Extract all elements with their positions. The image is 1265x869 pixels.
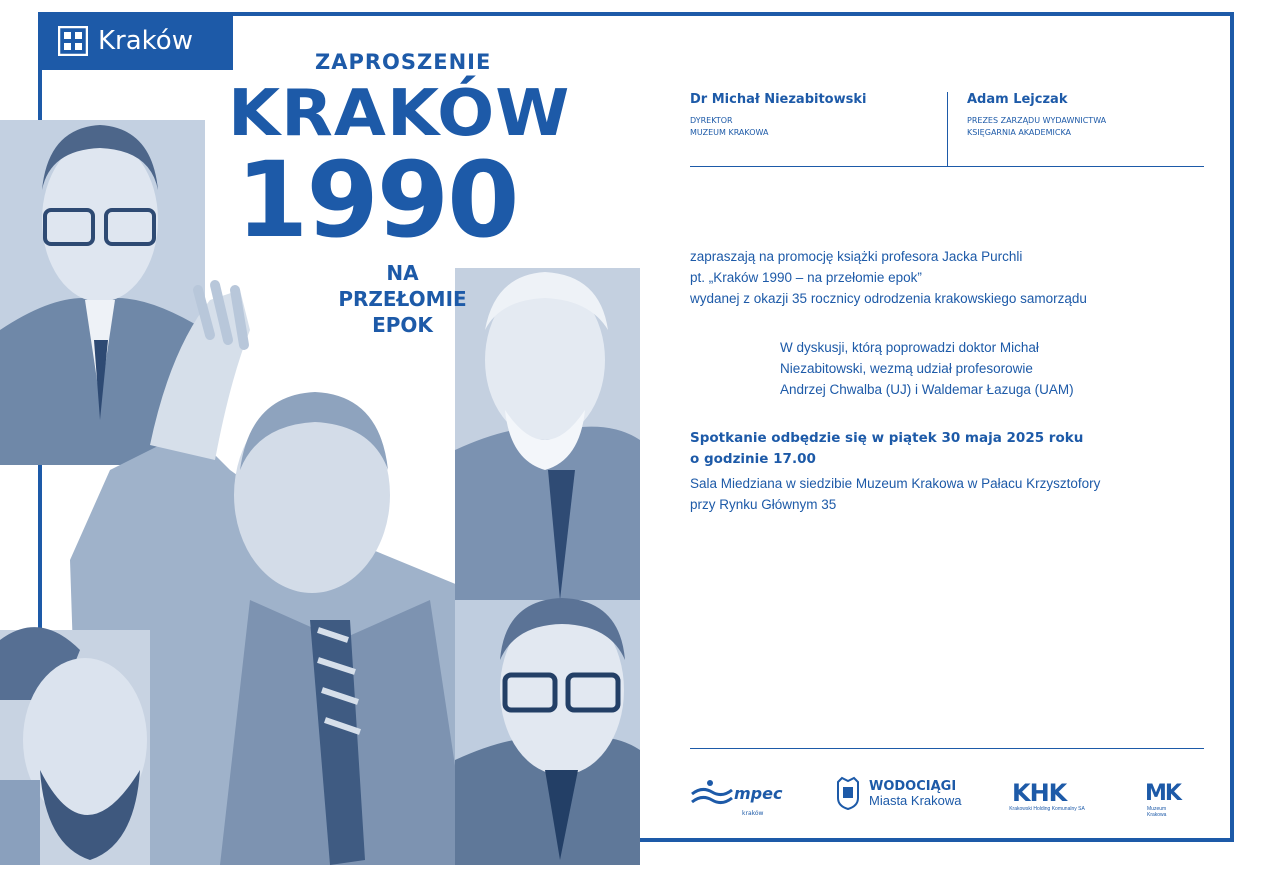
mpec-wave-icon: [690, 778, 734, 808]
sponsors-divider: [690, 748, 1204, 749]
hosts-section: [690, 92, 1204, 167]
khk-name: KHK: [1012, 779, 1067, 807]
venue-line: Sala Miedziana w siedzibie Muzeum Krakowa w Pałacu Krzysztofory: [690, 476, 1101, 491]
mk-sub: Muzeum Krakowa: [1147, 806, 1167, 818]
host-role: [690, 115, 866, 139]
wodociagi-line2: Miasta Krakowa: [869, 792, 962, 808]
host-role: [967, 115, 1106, 139]
logo-text: Kraków: [98, 26, 193, 56]
discussion-line: W dyskusji, którą poprowadzi doktor Michał: [780, 340, 1039, 355]
discussion-line: Niezabitowski, wezmą udział profesorowie: [780, 361, 1033, 376]
host-name: Adam Lejczak: [967, 92, 1068, 107]
subtitle-line: EPOK: [372, 313, 433, 337]
subtitle-line: NA: [386, 261, 419, 285]
hosts-divider: [947, 92, 948, 166]
portrait-man-glasses-bottom-right: [455, 598, 640, 865]
invitation-kicker: ZAPROSZENIE: [315, 50, 492, 74]
krakow-logo-badge: [38, 12, 233, 70]
host-name: Dr Michał Niezabitowski: [690, 92, 867, 107]
mpec-name: mpec: [734, 783, 783, 803]
mpec-sub: kraków: [742, 810, 764, 817]
sponsor-logos: [690, 768, 1204, 818]
sponsor-mk: [1145, 768, 1180, 818]
host-role-line: MUZEUM KRAKOWA: [690, 128, 769, 137]
invitation-discussion: [780, 337, 1200, 400]
wodociagi-name: [869, 779, 961, 808]
sponsor-wodociagi: [835, 768, 961, 818]
host-niezabitowski: [690, 92, 866, 139]
host-role-line: PREZES ZARZĄDU WYDAWNICTWA: [967, 116, 1107, 125]
venue-line: przy Rynku Głównym 35: [690, 497, 837, 512]
intro-line: wydanej z okazji 35 rocznicy odrodzenia krakowskiego samorządu: [690, 291, 1087, 306]
event-date: [690, 428, 1210, 470]
portrait-bearded-man-bottom-left: [0, 627, 150, 865]
intro-line: pt. „Kraków 1990 – na przełomie epok”: [690, 270, 922, 285]
khk-sub: Krakowski Holding Komunalny SA: [1009, 806, 1085, 812]
time-line: o godzinie 17.00: [690, 451, 816, 467]
wodociagi-line1: WODOCIĄGI: [869, 778, 957, 794]
date-line: Spotkanie odbędzie się w piątek 30 maja 2025 roku: [690, 430, 1084, 446]
event-venue: [690, 473, 1210, 515]
sponsor-mpec: [690, 768, 782, 818]
poster-subtitle: [315, 260, 490, 338]
poster-title: KRAKÓW: [228, 77, 571, 151]
host-role-line: KSIĘGARNIA AKADEMICKA: [967, 128, 1072, 137]
wodociagi-crest-icon: [835, 776, 861, 810]
poster-year: 1990: [236, 139, 518, 261]
discussion-line: Andrzej Chwalba (UJ) i Waldemar Łazuga (UAM): [780, 382, 1074, 397]
krakow-logo-icon: [58, 26, 88, 56]
intro-line: zapraszają na promocję książki profesora Jacka Purchli: [690, 249, 1023, 264]
host-lejczak: [967, 92, 1106, 139]
mk-name: MK: [1145, 780, 1180, 806]
host-role-line: DYREKTOR: [690, 116, 733, 125]
invitation-intro: [690, 246, 1210, 309]
subtitle-line: PRZEŁOMIE: [338, 287, 467, 311]
sponsor-khk: [1009, 768, 1085, 818]
